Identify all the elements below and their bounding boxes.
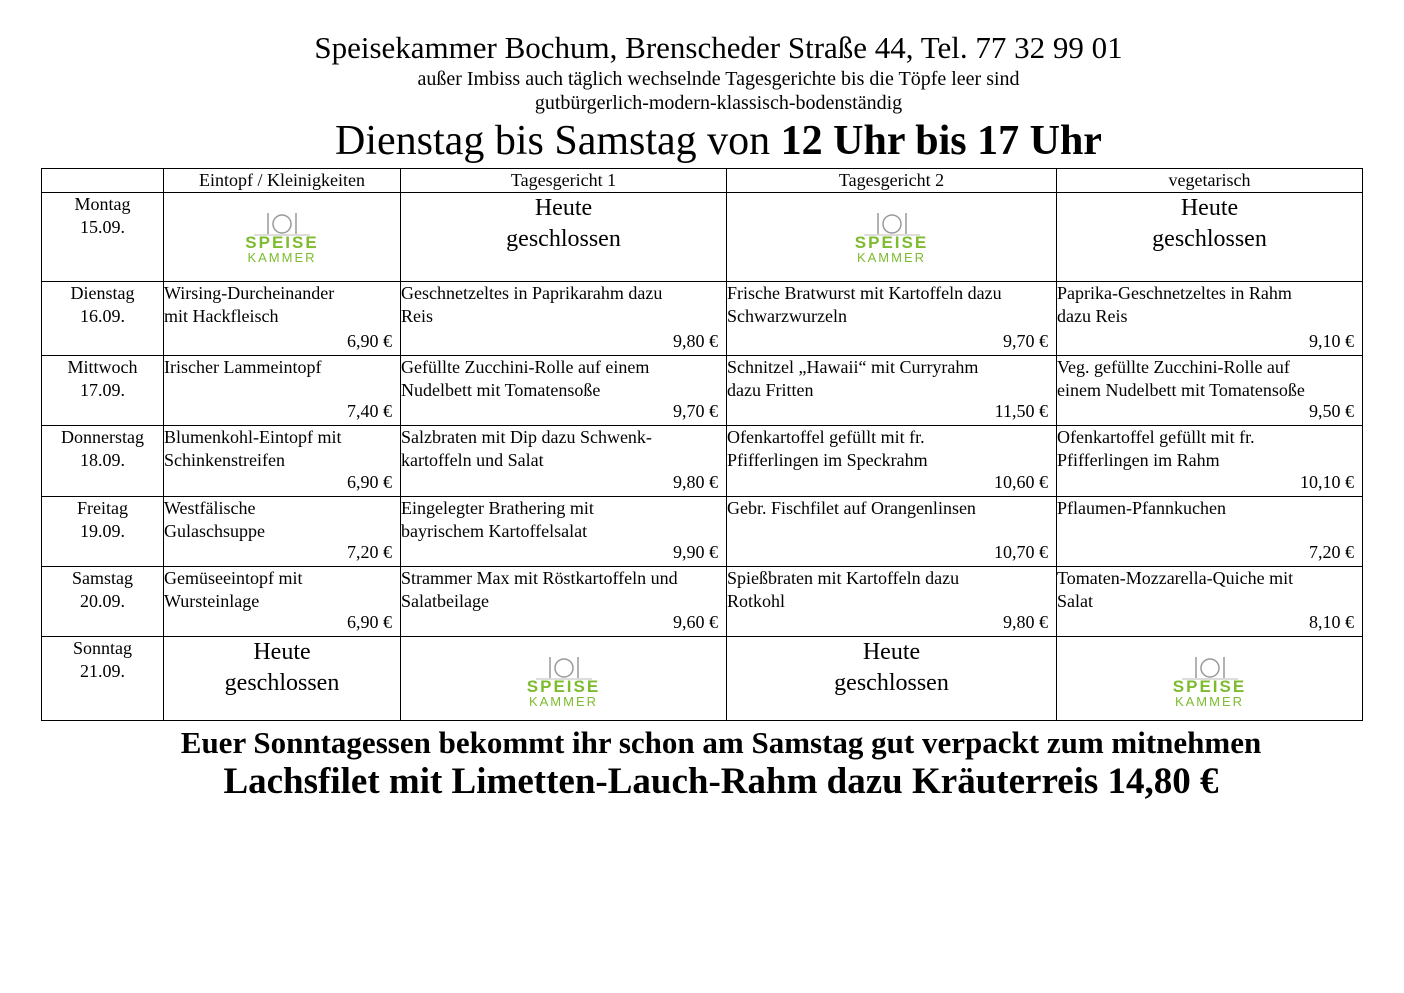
logo-word-2: KAMMER	[856, 250, 927, 265]
dish-line-1: Westfälische	[164, 498, 256, 518]
dish-line-1: Geschnetzeltes in Paprikarahm dazu	[401, 283, 663, 303]
table-row	[42, 497, 1363, 567]
dish-cell	[1057, 282, 1363, 356]
dish-cell	[401, 282, 727, 356]
logo-cell	[164, 193, 401, 282]
dish-line-1: Eingelegter Brathering mit	[401, 498, 594, 518]
dish-line-2: Reis	[401, 306, 434, 326]
logo-word-1: SPEISE	[526, 677, 601, 696]
table-row	[42, 426, 1363, 497]
dish-line-2: Wursteinlage	[164, 591, 260, 611]
opening-days: Dienstag bis Samstag von	[335, 118, 781, 164]
dish-line-2: Salat	[1057, 591, 1093, 611]
dish-price: 6,90 €	[347, 331, 392, 351]
closed-line-2: geschlossen	[506, 226, 621, 252]
dish-line-2: dazu Fritten	[727, 380, 814, 400]
opening-times: 12 Uhr bis 17 Uhr	[780, 118, 1102, 164]
day-name: Freitag	[77, 498, 128, 518]
dish-line-1: Tomaten-Mozzarella-Quiche mit	[1057, 568, 1294, 588]
day-cell	[42, 426, 164, 497]
logo-word-2: KAMMER	[1174, 694, 1245, 709]
dish-price: 6,90 €	[347, 472, 392, 492]
day-date: 16.09.	[80, 306, 125, 326]
tagline: außer Imbiss auch täglich wechselnde Tagesgerichte bis die Töpfe leer sind	[417, 68, 1020, 90]
dish-line-2: Rotkohl	[727, 591, 786, 611]
dish-line-1: Gefüllte Zucchini-Rolle auf einem	[401, 357, 650, 377]
header-cell-tagesgericht-2: Tagesgericht 2	[727, 169, 1057, 193]
dish-price: 9,50 €	[1309, 401, 1354, 421]
dish-line-2: dazu Reis	[1057, 306, 1128, 326]
day-name: Dienstag	[70, 283, 135, 303]
dish-price: 9,80 €	[1003, 612, 1048, 632]
day-date: 21.09.	[80, 661, 125, 681]
dish-cell	[1057, 356, 1363, 426]
table-row	[42, 567, 1363, 637]
dish-line-2: Schinkenstreifen	[164, 450, 285, 470]
logo-word-1: SPEISE	[1172, 677, 1247, 696]
day-date: 17.09.	[80, 380, 125, 400]
sunday-special-dish: Lachsfilet mit Limetten-Lauch-Rahm dazu Kräuterreis 14,80 €	[223, 761, 1219, 802]
day-name: Sonntag	[72, 638, 132, 658]
logo-cell	[1057, 637, 1363, 721]
dish-cell	[727, 356, 1057, 426]
opening-hours	[0, 117, 1404, 165]
dish-price: 6,90 €	[347, 612, 392, 632]
day-date: 15.09.	[80, 217, 125, 237]
day-date: 19.09.	[80, 521, 125, 541]
dish-price: 9,70 €	[1003, 331, 1048, 351]
day-name: Mittwoch	[67, 357, 138, 377]
dish-line-1: Wirsing-Durcheinander	[164, 283, 335, 303]
header-cell-tagesgericht-1: Tagesgericht 1	[401, 169, 727, 193]
dish-price: 9,60 €	[673, 612, 718, 632]
day-name: Donnerstag	[61, 427, 144, 447]
speisekammer-logo	[242, 210, 322, 266]
dish-cell	[727, 426, 1057, 497]
dish-line-2: Schwarzwurzeln	[727, 306, 847, 326]
dish-line-1: Pflaumen-Pfannkuchen	[1057, 498, 1226, 518]
logo-cell	[401, 637, 727, 721]
dish-price: 9,70 €	[673, 401, 718, 421]
dish-line-2: bayrischem Kartoffelsalat	[401, 521, 588, 541]
speisekammer-logo	[1170, 654, 1250, 710]
dish-cell	[401, 426, 727, 497]
day-cell	[42, 356, 164, 426]
dish-line-2: mit Hackfleisch	[164, 306, 279, 326]
day-name: Samstag	[72, 568, 133, 588]
dish-price: 10,10 €	[1300, 472, 1354, 492]
dish-cell	[727, 497, 1057, 567]
header-cell-vegetarisch: vegetarisch	[1057, 169, 1363, 193]
closed-line-1: Heute	[862, 639, 921, 665]
closed-line-2: geschlossen	[1152, 226, 1267, 252]
dish-price: 7,40 €	[347, 401, 392, 421]
dish-cell	[401, 497, 727, 567]
logo-word-1: SPEISE	[245, 233, 319, 252]
dish-line-2: einem Nudelbett mit Tomatensoße	[1057, 380, 1305, 400]
dish-line-1: Ofenkartoffel gefüllt mit fr.	[1057, 427, 1255, 447]
dish-cell	[164, 356, 401, 426]
sunday-takeaway-note: Euer Sonntagessen bekommt ihr schon am Samstag gut verpackt zum mitnehmen	[180, 725, 1262, 760]
dish-price: 9,80 €	[673, 331, 718, 351]
closed-line-1: Heute	[534, 195, 593, 221]
dish-price: 8,10 €	[1309, 612, 1354, 632]
day-cell	[42, 282, 164, 356]
table-row	[42, 282, 1363, 356]
closed-cell	[401, 193, 727, 282]
dish-cell	[401, 356, 727, 426]
dish-line-2: Nudelbett mit Tomatensoße	[401, 380, 601, 400]
dish-cell	[164, 567, 401, 637]
day-cell	[42, 497, 164, 567]
day-cell	[42, 193, 164, 282]
speisekammer-logo	[524, 654, 604, 710]
dish-line-2: Salatbeilage	[401, 591, 489, 611]
menu-header-row	[42, 169, 1363, 193]
style-tagline: gutbürgerlich-modern-klassisch-bodenständig	[534, 92, 903, 114]
dish-line-1: Ofenkartoffel gefüllt mit fr.	[727, 427, 925, 447]
dish-line-1: Spießbraten mit Kartoffeln dazu	[727, 568, 960, 588]
speisekammer-logo	[852, 210, 932, 266]
dish-price: 10,70 €	[994, 542, 1048, 562]
closed-cell	[1057, 193, 1363, 282]
weekly-menu-table	[41, 168, 1363, 721]
closed-line-2: geschlossen	[224, 670, 340, 696]
day-name: Montag	[74, 194, 131, 214]
dish-cell	[164, 426, 401, 497]
dish-price: 9,80 €	[673, 472, 718, 492]
logo-word-2: KAMMER	[528, 694, 599, 709]
table-row	[42, 356, 1363, 426]
dish-cell	[1057, 426, 1363, 497]
logo-word-1: SPEISE	[854, 233, 929, 252]
dish-line-1: Blumenkohl-Eintopf mit	[164, 427, 342, 447]
dish-cell	[727, 282, 1057, 356]
dish-line-1: Veg. gefüllte Zucchini-Rolle auf	[1057, 357, 1290, 377]
dish-cell	[1057, 497, 1363, 567]
day-date: 18.09.	[80, 450, 125, 470]
logo-word-2: KAMMER	[247, 250, 317, 265]
closed-line-2: geschlossen	[834, 670, 949, 696]
dish-cell	[401, 567, 727, 637]
dish-price: 10,60 €	[994, 472, 1048, 492]
table-row	[42, 193, 1363, 282]
dish-line-1: Schnitzel „Hawaii“ mit Curryrahm	[727, 357, 979, 377]
dish-line-1: Salzbraten mit Dip dazu Schwenk-	[401, 427, 652, 447]
dish-cell	[164, 282, 401, 356]
logo-cell	[727, 193, 1057, 282]
dish-line-1: Gebr. Fischfilet auf Orangenlinsen	[727, 498, 976, 518]
dish-line-2: Gulaschsuppe	[164, 521, 265, 541]
dish-line-2: Pfifferlingen im Rahm	[1057, 450, 1220, 470]
closed-cell	[164, 637, 401, 721]
restaurant-address-line: Speisekammer Bochum, Brenscheder Straße 44, Tel. 77 32 99 01	[314, 30, 1123, 65]
dish-line-1: Paprika-Geschnetzeltes in Rahm	[1057, 283, 1292, 303]
dish-price: 9,10 €	[1309, 331, 1354, 351]
dish-price: 9,90 €	[673, 542, 718, 562]
dish-line-1: Irischer Lammeintopf	[164, 357, 322, 377]
dish-line-2: kartoffeln und Salat	[401, 450, 544, 470]
header-cell-eintopf: Eintopf / Kleinigkeiten	[164, 169, 401, 193]
dish-cell	[727, 567, 1057, 637]
dish-price: 7,20 €	[347, 542, 392, 562]
dish-line-1: Strammer Max mit Röstkartoffeln und	[401, 568, 678, 588]
table-row	[42, 637, 1363, 721]
dish-price: 7,20 €	[1309, 542, 1354, 562]
closed-cell	[727, 637, 1057, 721]
dish-cell	[1057, 567, 1363, 637]
day-cell	[42, 567, 164, 637]
closed-line-1: Heute	[1180, 195, 1239, 221]
dish-price: 11,50 €	[994, 401, 1048, 421]
day-date: 20.09.	[80, 591, 125, 611]
dish-line-2: Pfifferlingen im Speckrahm	[727, 450, 928, 470]
dish-line-1: Gemüseeintopf mit	[164, 568, 303, 588]
dish-cell	[164, 497, 401, 567]
closed-line-1: Heute	[253, 639, 311, 665]
day-cell	[42, 637, 164, 721]
header-cell-day	[42, 169, 164, 193]
dish-line-1: Frische Bratwurst mit Kartoffeln dazu	[727, 283, 1002, 303]
